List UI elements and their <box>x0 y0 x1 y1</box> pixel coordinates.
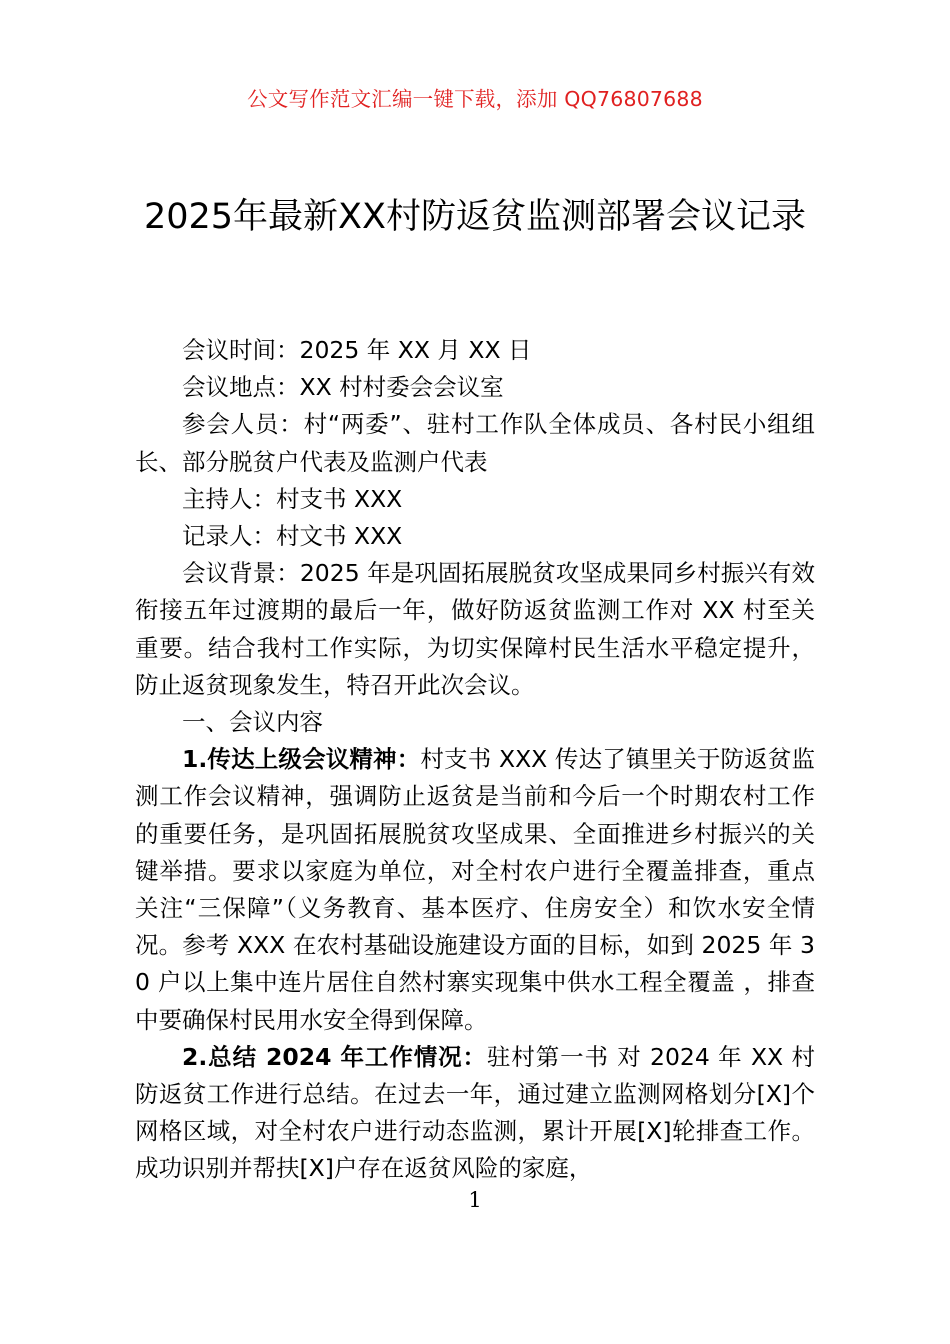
page-number: 1 <box>468 1188 482 1212</box>
meeting-host-line: 主持人：村支书 XXX <box>182 484 403 513</box>
content-item-1 <box>135 741 815 1039</box>
meeting-attendees-line: 参会人员：村“两委”、驻村工作队全体成员、各村民小组组长、部分脱贫户代表及监测户代表 <box>135 410 815 476</box>
page-title: 2025年最新XX村防返贫监测部署会议记录 <box>143 197 807 238</box>
content-item-2 <box>135 1039 815 1188</box>
content-item-1-text: 村支书 XXX 传达了镇里关于防返贫监测工作会议精神，强调防止返贫是当前和今后一个时期农村工作的重要任务，是巩固拓展脱贫攻坚成果、全面推进乡村振兴的关键举措。要求以家庭为单位，对全村农户进行全覆盖排查，重点关注“三保障”（义务教育、基本医疗、住房安全）和饮水安全情况。参考 XXX 在农村基础设施建设方面的目标，如到 2025 年 30 户以上集中连片居住自然村寨实现集中供水工程全覆盖 ，排查中要确保村民用水安全得到保障。 <box>135 745 815 1034</box>
section-heading-meeting-content: 一、会议内容 <box>182 708 323 737</box>
promo-header-text: 公文写作范文汇编一键下载，添加 QQ76807688 <box>247 87 703 111</box>
content-item-1-label: 1.传达上级会议精神： <box>182 745 421 774</box>
meeting-location-line: 会议地点：XX 村村委会会议室 <box>182 373 504 402</box>
meeting-recorder-line: 记录人：村文书 XXX <box>182 522 403 551</box>
meeting-time-line: 会议时间：2025 年 XX 月 XX 日 <box>182 336 532 364</box>
content-item-2-text: 驻村第一书 对 2024 年 XX 村防返贫工作进行总结。在过去一年，通过建立监测网格划分[X]个网格区域，对全村农户进行动态监测，累计开展[X]轮排查工作。成功识别并帮扶[X]户存在返贫风险的家庭， <box>135 1042 816 1183</box>
meeting-background-paragraph: 会议背景：2025 年是巩固拓展脱贫攻坚成果同乡村振兴有效衔接五年过渡期的最后一年，做好防返贫监测工作对 XX 村至关重要。结合我村工作实际，为切实保障村民生活水平稳定提升，防止返贫现象发生，特召开此次会议。 <box>135 559 815 699</box>
document-body <box>135 332 815 1188</box>
content-item-2-label: 2.总结 2024 年工作情况： <box>182 1042 487 1071</box>
